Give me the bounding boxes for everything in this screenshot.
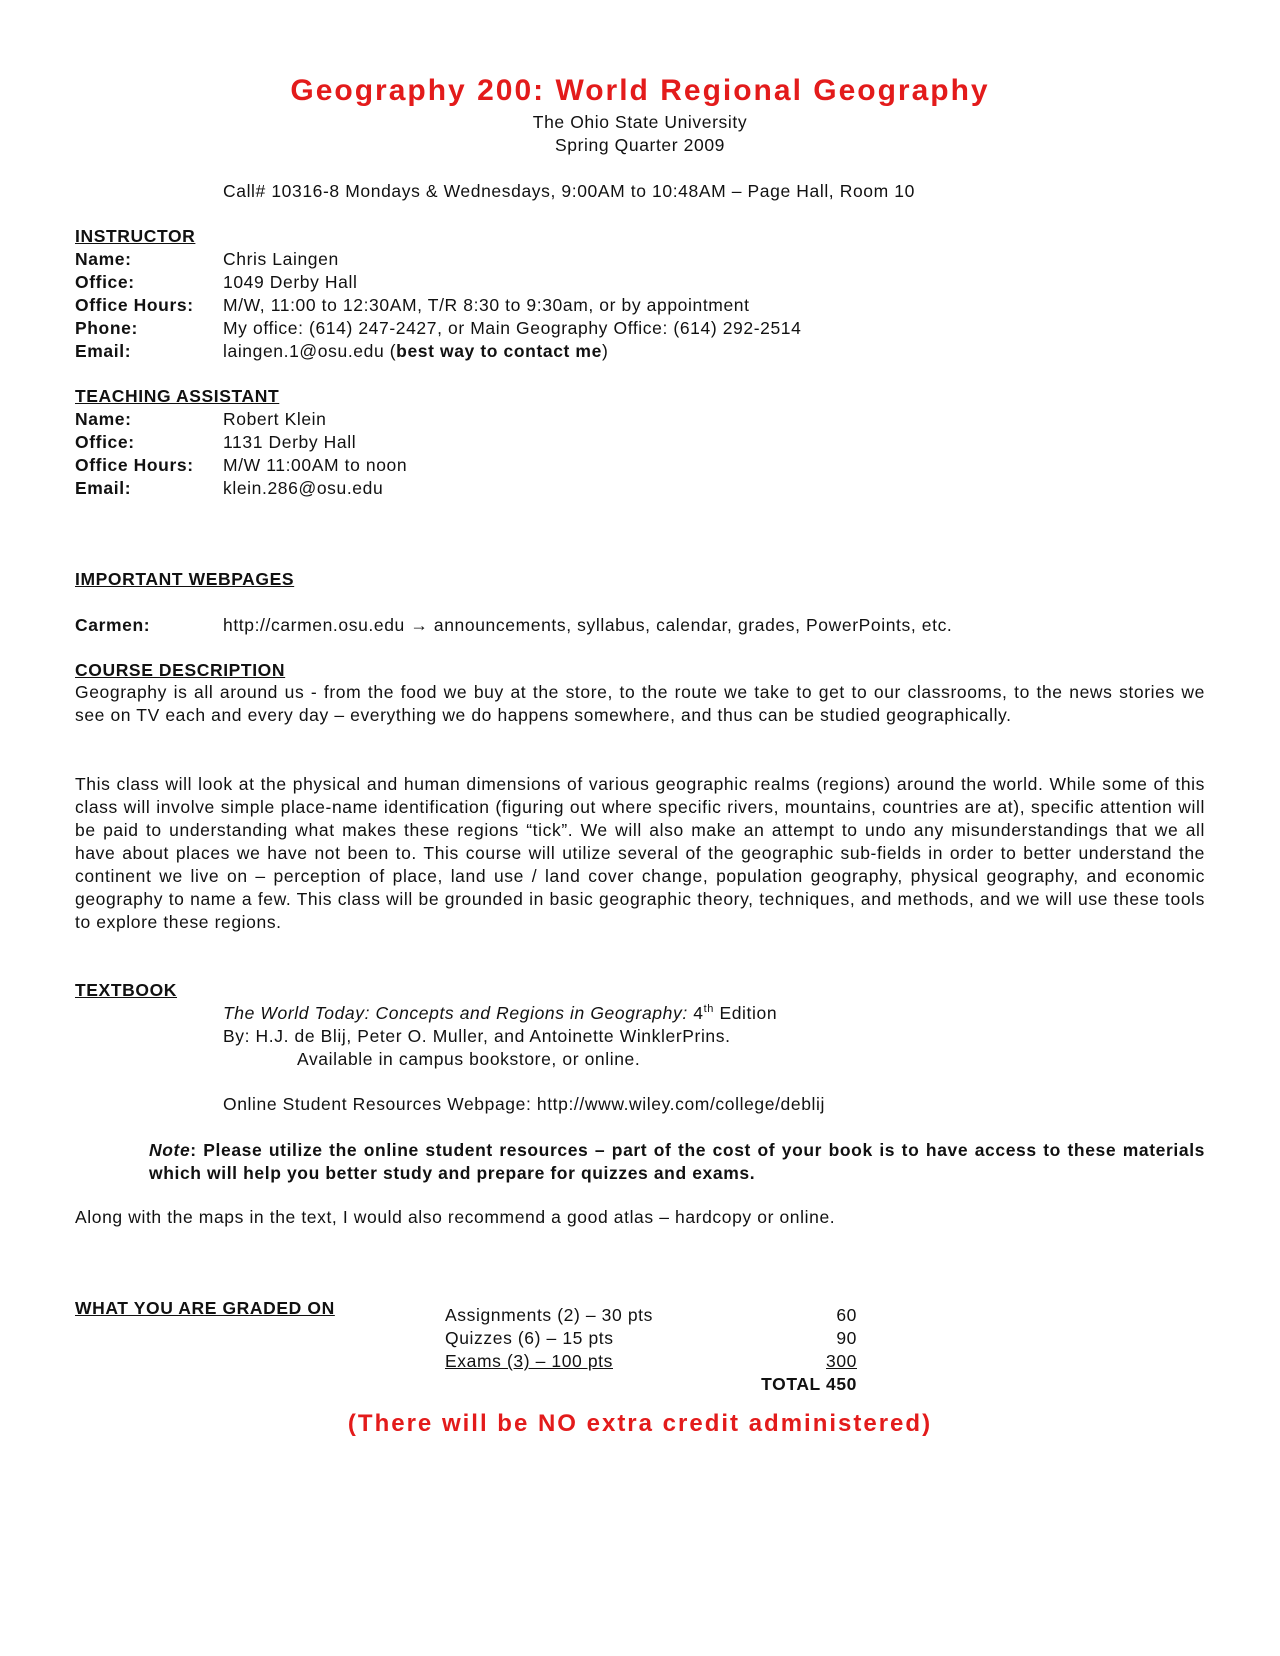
grade-row	[445, 1327, 857, 1350]
ta-hours-label: Office Hours:	[75, 455, 194, 475]
textbook-heading: TEXTBOOK	[75, 980, 178, 1000]
email-close-paren: )	[601, 341, 609, 361]
instructor-heading: INSTRUCTOR	[75, 226, 196, 246]
grade-item-points: 90	[836, 1328, 857, 1348]
ta-heading: TEACHING ASSISTANT	[75, 386, 280, 406]
instructor-phone-label: Phone:	[75, 318, 138, 338]
instructor-email	[223, 341, 608, 362]
ta-name: Robert Klein	[223, 409, 327, 429]
description-heading: COURSE DESCRIPTION	[75, 660, 286, 680]
page-title: Geography 200: World Regional Geography	[290, 74, 990, 107]
extra-credit-notice: (There will be NO extra credit administered)	[347, 1410, 933, 1437]
atlas-recommendation: Along with the maps in the text, I would also recommend a good atlas – hardcopy or online.	[75, 1207, 836, 1227]
grade-item-label: Exams (3) – 100 pts	[445, 1351, 613, 1371]
instructor-phone: My office: (614) 247-2427, or Main Geography Office: (614) 292-2514	[223, 318, 802, 338]
grade-item-points: 60	[836, 1305, 857, 1325]
note-text: : Please utilize the online student resources – part of the cost of your book is to have access to these materials which will help you better study and prepare for quizzes and exams.	[149, 1140, 1205, 1183]
description-paragraph-1: Geography is all around us - from the food we buy at the store, to the route we take to get to our classrooms, to the news stories we see on TV each and every day – everything we do happens somewhere, and thus can be studied geographically.	[75, 682, 1205, 725]
grade-total: TOTAL 450	[761, 1374, 857, 1394]
grade-item-points: 300	[826, 1351, 857, 1371]
instructor-hours: M/W, 11:00 to 12:30AM, T/R 8:30 to 9:30am, or by appointment	[223, 295, 750, 315]
edition-number: 4	[693, 1003, 704, 1023]
note-label: Note	[149, 1140, 191, 1160]
instructor-email-label: Email:	[75, 341, 132, 361]
instructor-email-address: laingen.1@osu.edu (	[223, 341, 397, 361]
term: Spring Quarter 2009	[555, 135, 725, 155]
webpages-heading: IMPORTANT WEBPAGES	[75, 569, 295, 589]
carmen-link[interactable]: http://carmen.osu.edu → announcements, syllabus, calendar, grades, PowerPoints, etc.	[223, 615, 953, 635]
edition-suffix: th	[703, 1003, 714, 1016]
description-paragraph-2: This class will look at the physical and human dimensions of various geographic realms (regions) around the world. While some of this class will involve simple place-name identification (figuring out where specific rivers, mountains, countries are at), specific attention will be paid to understanding what makes these regions “tick”. We will also make an attempt to undo any misunderstandings that we all have about places we have not been to. This course will utilize several of the geographic sub-fields in order to better understand the continent we live on – perception of place, land use / land cover change, population geography, physical geography, and economic geography to name a few. This class will be grounded in basic geographic theory, techniques, and methods, and we will use these tools to explore these regions.	[75, 774, 1205, 932]
ta-office-label: Office:	[75, 432, 135, 452]
grade-row	[445, 1304, 857, 1327]
textbook-authors: By: H.J. de Blij, Peter O. Muller, and Antoinette WinklerPrins.	[223, 1026, 731, 1046]
call-line: Call# 10316-8 Mondays & Wednesdays, 9:00AM to 10:48AM – Page Hall, Room 10	[223, 181, 915, 201]
edition-word: Edition	[719, 1003, 778, 1023]
carmen-label: Carmen:	[75, 615, 151, 635]
grade-total-row	[445, 1373, 857, 1396]
instructor-office-label: Office:	[75, 272, 135, 292]
grading-heading: WHAT YOU ARE GRADED ON	[75, 1298, 335, 1318]
textbook-title-line	[223, 1003, 777, 1024]
textbook-availability: Available in campus bookstore, or online.	[297, 1049, 641, 1069]
contact-preference: best way to contact me	[396, 341, 602, 361]
grade-row	[445, 1350, 857, 1373]
grading-table	[445, 1304, 857, 1396]
instructor-name-label: Name:	[75, 249, 132, 269]
ta-hours: M/W 11:00AM to noon	[223, 455, 408, 475]
ta-email-label: Email:	[75, 478, 132, 498]
textbook-title: The World Today: Concepts and Regions in Geography:	[223, 1003, 688, 1023]
instructor-hours-label: Office Hours:	[75, 295, 194, 315]
ta-name-label: Name:	[75, 409, 132, 429]
instructor-office: 1049 Derby Hall	[223, 272, 358, 292]
textbook-note	[149, 1139, 1205, 1185]
university-name: The Ohio State University	[532, 112, 748, 132]
ta-office: 1131 Derby Hall	[223, 432, 357, 452]
grade-item-label: Assignments (2) – 30 pts	[445, 1305, 653, 1325]
student-resources-link[interactable]: Online Student Resources Webpage: http://www.wiley.com/college/deblij	[223, 1094, 826, 1114]
ta-email: klein.286@osu.edu	[223, 478, 384, 498]
grade-item-label: Quizzes (6) – 15 pts	[445, 1328, 614, 1348]
instructor-name: Chris Laingen	[223, 249, 339, 269]
